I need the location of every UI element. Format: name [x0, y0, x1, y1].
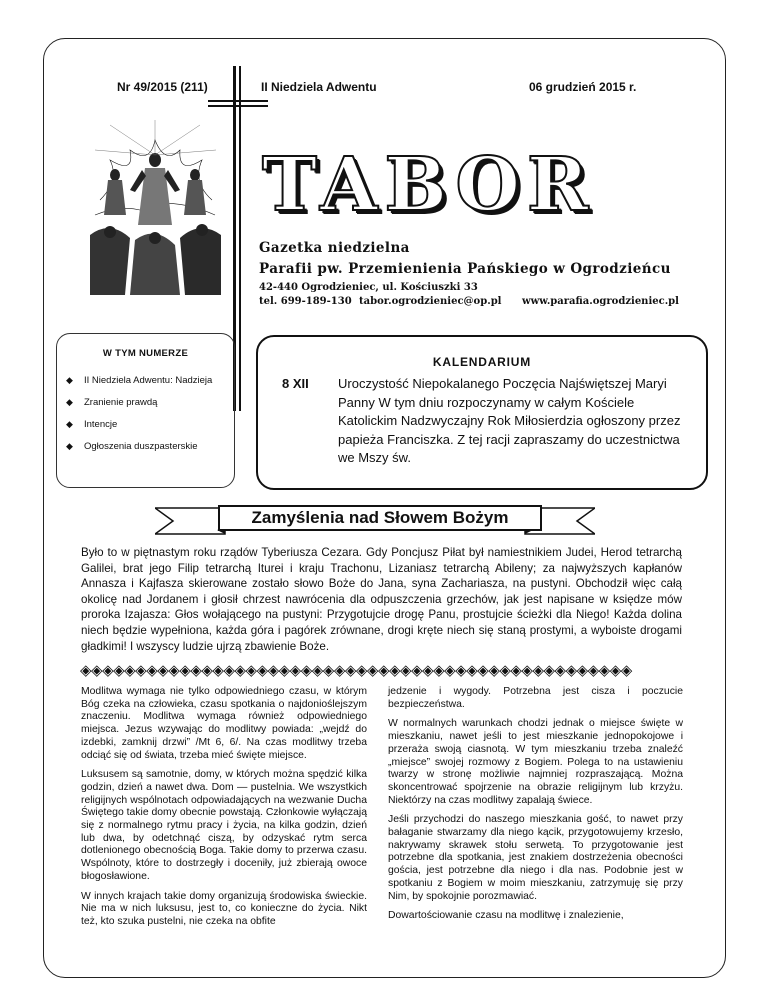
- article-left-column: [81, 686, 367, 936]
- issue-number: Nr 49/2015 (211): [117, 80, 208, 94]
- diamond-bullet-icon: ◆: [66, 441, 73, 451]
- paragraph: W innych krajach takie domy organizują środowiska świeckie. Nie ma w nich luksusu, jest to, co konieczne do życia. Nikt też, kto szuka pustelni, nie czeka na obfite: [81, 890, 367, 927]
- paragraph: Luksusem są samotnie, domy, w których można spędzić kilka godzin, dzień a nawet dwa. Dom — pustelnia. We wszystkich religijnych wspólnotach odpowiadających na wezwanie Ducha Świętego takie domy obecnie powstają. Członkowie wyłączają się z normalnego rytmu pracy i życia, na kilka godzin, dzień lub dwa, by odetchnąć ciszą, by odzyskać rytm serca dotlenionego obecnością Boga. Takie domy to przerwa czasu. Wspólnoty, które to dostrzegły i doceniły, już zbierają owoce błogosławione.: [81, 769, 367, 882]
- diamond-bullet-icon: ◆: [66, 397, 73, 407]
- subtitle-line-2: Parafii pw. Przemienienia Pańskiego w Ogrodzieńcu: [259, 261, 671, 277]
- calendar-heading: KALENDARIUM: [432, 355, 532, 369]
- ornament-divider: ◈◈◈◈◈◈◈◈◈◈◈◈◈◈◈◈◈◈◈◈◈◈◈◈◈◈◈◈◈◈◈◈◈◈◈◈◈◈◈◈◈◈◈◈◈◈◈◈◈◈: [80, 662, 632, 679]
- parish-email[interactable]: tabor.ogrodzieniec@op.pl: [359, 296, 502, 307]
- in-this-issue-list: [66, 374, 230, 462]
- paragraph: Jeśli przychodzi do naszego mieszkania gość, to nawet przy bałaganie stwarzamy dla niego kącik, przygotowujemy krzesło, nakrywamy skrawek stołu serwetą. To przygotowanie jest potrzebne dla spotkania, jest znakiem dostrzeżenia obecności gościa, jest potrzebne dla niego i dla nas. Podobnie jest w spotkaniu z Bogiem w moim mieszkaniu, zatrzymuję się przy Nim, by spokojnie porozmawiać.: [388, 814, 683, 902]
- issue-occasion: II Niedziela Adwentu: [261, 80, 377, 94]
- paragraph: Dowartościowanie czasu na modlitwę i znalezienie,: [388, 910, 624, 922]
- cross-horizontal-line-1: [208, 100, 268, 102]
- in-this-issue-heading: W TYM NUMERZE: [102, 348, 189, 359]
- list-item: ◆ Intencje: [66, 419, 118, 430]
- issue-date: 06 grudzień 2015 r.: [529, 80, 637, 94]
- calendar-text: Uroczystość Niepokalanego Poczęcia Najświętszej Maryi Panny W tym dniu rozpoczynamy w całym Kościele Katolickim Nadzwyczajny Rok Miłosierdzia ogłoszony przez papieża Franciszka. Z tej racji zapraszamy do uczestnictwa we Mszy św.: [338, 376, 681, 465]
- calendar-date: 8 XII: [282, 376, 309, 391]
- section-heading: Zamyślenia nad Słowem Bożym: [218, 505, 542, 531]
- subtitle-line-1: Gazetka niedzielna: [259, 240, 410, 256]
- parish-address: 42-440 Ogrodzieniec, ul. Kościuszki 33: [259, 282, 478, 293]
- transfiguration-image: [90, 120, 221, 295]
- paragraph: Modlitwa wymaga nie tylko odpowiedniego czasu, w którym Bóg czeka na człowieka, czasu spotkania o najdonioślejszym znaczeniu. Modlitwa wymaga również odpowiedniego miejsca. Jezus wzywając do modlitwy powiada: „wejdź do izdebki, zamknij drzwi” /Mt 6, 6/. Na czas modlitwy trzeba odciąć się od świata, trzeba mieć święte miejsce.: [81, 686, 367, 761]
- list-item: ◆ II Niedziela Adwentu: Nadzieja: [66, 375, 213, 386]
- parish-website[interactable]: www.parafia.ogrodzieniec.pl: [522, 296, 679, 307]
- paragraph: W normalnych warunkach chodzi jednak o miejsce święte w mieszkaniu, nawet jeśli to jest mieszkanie jednopokojowe i przeraża swoją ciasnotą. W tym mieszkaniu trzeba znaleźć „miejsce” swojej rozmowy z Bogiem. Polega to na ustawieniu twarzy w stronę możliwie najmniej rozpraszającą. Można skoncentrować spojrzenie na obrazie religijnym lub krzyżu. Niektórzy na czas modlitwy zapalają świece.: [388, 718, 683, 806]
- list-item: ◆ Zranienie prawdą: [66, 397, 158, 408]
- diamond-bullet-icon: ◆: [66, 375, 73, 385]
- list-item: ◆ Ogłoszenia duszpasterskie: [66, 441, 198, 452]
- paragraph: jedzenie i wygody. Potrzebna jest cisza i poczucie bezpieczeństwa.: [388, 686, 683, 710]
- diamond-bullet-icon: ◆: [66, 419, 73, 429]
- article-right-column: [388, 686, 683, 930]
- parish-phone: tel. 699-189-130: [259, 296, 352, 307]
- cross-horizontal-line-2: [208, 105, 268, 107]
- newspaper-title: TABOR: [262, 142, 596, 228]
- cross-vertical-line-2: [239, 66, 241, 411]
- gospel-intro-text: Było to w piętnastym roku rządów Tyberiusza Cezara. Gdy Poncjusz Piłat był namiestnikiem Judei, Herod tetrarchą Galilei, brat jego Filip tetrarchą Iturei i kraju Trachonu, Lizaniasz tetrarchą Abileny; za najwyższych kapłanów Annasza i Kajfasza skierowane zostało słowo Boże do Jana, syna Zachariasza, na pustyni. Obchodził więc całą okolicę nad Jordanem i głosił chrzest nawrócenia dla odpuszczenia grzechów, jak jest napisane w księdze mów proroka Izajasza: Głos wołającego na pustyni: Przygotujcie drogę Panu, prostujcie ścieżki dla Niego! Każda dolina niech będzie wypełniona, każda góra i pagórek zrównane, drogi kręte niech się staną prostymi, a wyboiste drogami gładkimi! I wszyscy ludzie ujrzą zbawienie Boże.: [81, 546, 682, 653]
